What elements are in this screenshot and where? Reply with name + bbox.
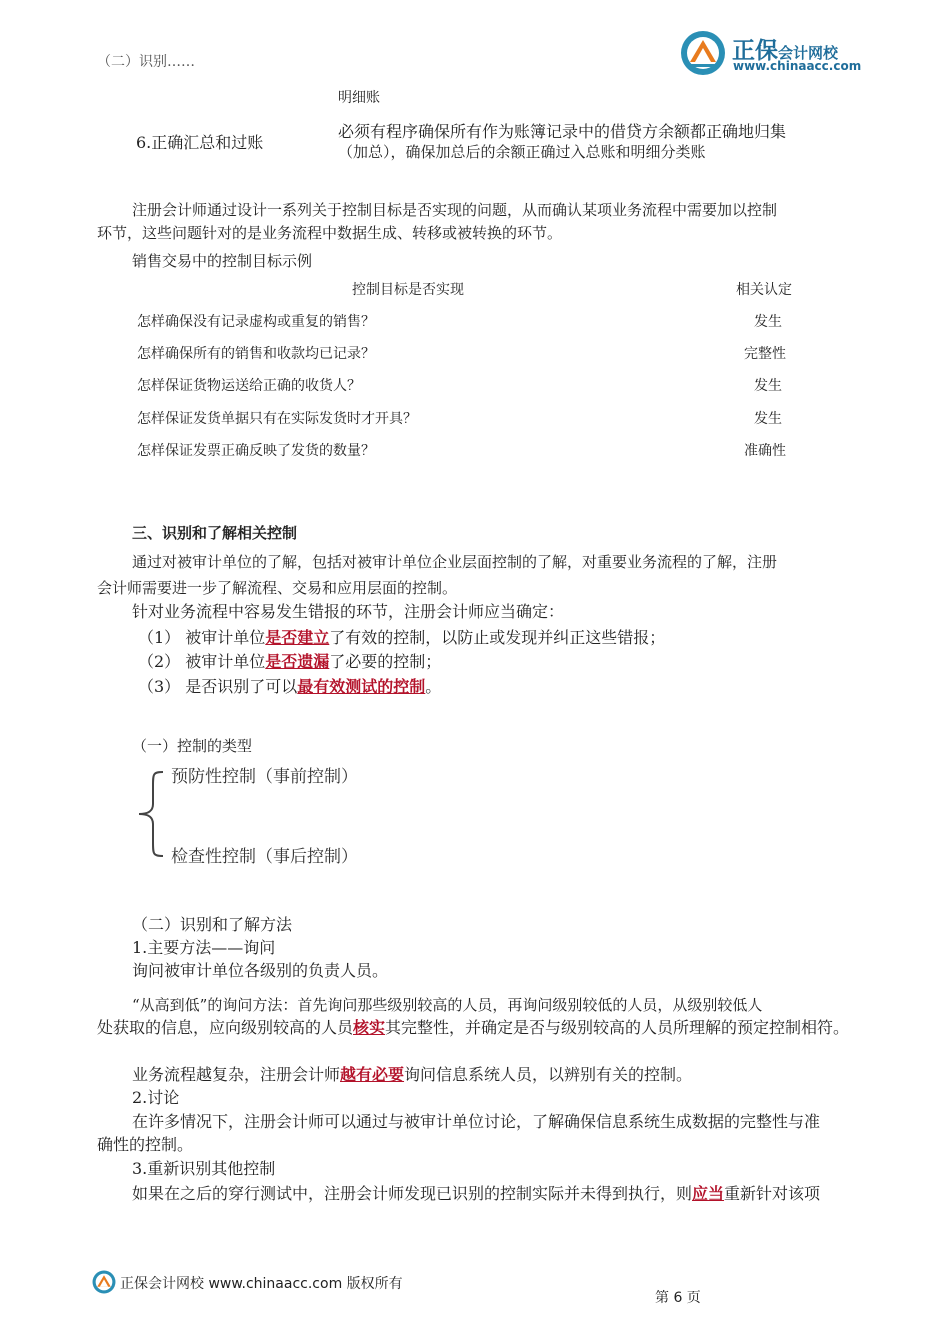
para-line: 如果在之后的穿行测试中，注册会计师发现已识别的控制实际并未得到执行，则应当重新针对该项 (132, 1184, 821, 1203)
subsection-heading: （二）识别和了解方法 (132, 915, 293, 934)
table-cell: 怎样确保所有的销售和收款均已记录？ (137, 346, 375, 362)
table-cell: 完整性 (744, 346, 786, 362)
para-line: 确性的控制。 (97, 1135, 194, 1154)
table-cell: 发生 (754, 378, 782, 394)
table-header: 相关认定 (736, 282, 792, 298)
list-item: （1） 被审计单位是否建立了有效的控制，以防止或发现并纠正这些错报； (138, 628, 666, 647)
method-title: 2.讨论 (132, 1088, 180, 1107)
table-cell: 怎样保证发货单据只有在实际发货时才开具？ (137, 411, 417, 427)
table-cell: 怎样保证货物运送给正确的收货人？ (137, 378, 361, 394)
para-line: 销售交易中的控制目标示例 (132, 252, 313, 270)
table-header: 控制目标是否实现 (352, 282, 464, 298)
logo-title: 正保 (732, 38, 778, 64)
table-cell: 发生 (754, 411, 782, 427)
header-logo (680, 30, 880, 76)
table-cell-prev-tail: 明细账 (338, 90, 380, 106)
para-line: 询问被审计单位各级别的负责人员。 (132, 961, 389, 980)
header-corner-text: （二）识别…… (97, 54, 195, 70)
chinaacc-logo-icon (680, 30, 726, 76)
table-cell: 发生 (754, 314, 782, 330)
logo-subtitle: 会计网校 (778, 44, 839, 62)
emphasis: 核实 (353, 1018, 386, 1037)
chinaacc-logo-icon (92, 1270, 116, 1294)
emphasis: 最有效测试的控制 (297, 677, 426, 696)
page-number: 第 6 页 (655, 1290, 701, 1306)
table-cell: 怎样保证发票正确反映了发货的数量？ (137, 443, 375, 459)
para-line: “从高到低”的询问方法：首先询问那些级别较高的人员，再询问级别较低的人员，从级别较低人 (132, 996, 763, 1014)
logo-url: www.chinaacc.com (733, 59, 862, 73)
table-cell: 怎样确保没有记录虚构或重复的销售？ (137, 314, 375, 330)
table-row-desc-line1: 必须有程序确保所有作为账簿记录中的借贷方余额都正确地归集 (338, 122, 787, 141)
para-line: 通过对被审计单位的了解，包括对被审计单位企业层面控制的了解，对重要业务流程的了解，注册 (132, 553, 778, 571)
para-line: 注册会计师通过设计一系列关于控制目标是否实现的问题，从而确认某项业务流程中需要加以控制 (132, 201, 778, 219)
method-title: 3.重新识别其他控制 (132, 1159, 276, 1178)
para-line: 处获取的信息，应向级别较高的人员核实其完整性，并确定是否与级别较高的人员所理解的预定控制相符。 (97, 1018, 850, 1037)
para-line: 会计师需要进一步了解流程、交易和应用层面的控制。 (97, 579, 458, 597)
list-item: （2） 被审计单位是否遗漏了必要的控制； (138, 652, 442, 671)
emphasis: 应当 (692, 1184, 725, 1203)
emphasis: 是否遗漏 (265, 652, 330, 671)
para-line: 环节，这些问题针对的是业务流程中数据生成、转移或被转换的环节。 (97, 224, 563, 242)
table-cell: 准确性 (744, 443, 786, 459)
footer-copyright: 正保会计网校 www.chinaacc.com 版权所有 (120, 1276, 403, 1292)
brace-icon (133, 768, 169, 860)
emphasis: 越有必要 (340, 1065, 405, 1084)
subsection-heading: （一）控制的类型 (132, 737, 253, 755)
preventive-control-label: 预防性控制（事前控制） (171, 767, 358, 787)
emphasis: 是否建立 (265, 628, 330, 647)
para-line: 在许多情况下，注册会计师可以通过与被审计单位讨论，了解确保信息系统生成数据的完整性与准 (132, 1112, 821, 1131)
section-intro: 针对业务流程中容易发生错报的环节，注册会计师应当确定： (132, 602, 565, 621)
table-row-label: 6.正确汇总和过账 (136, 133, 264, 152)
section-heading: 三、识别和了解相关控制 (132, 524, 298, 542)
list-item: （3） 是否识别了可以最有效测试的控制。 (138, 677, 442, 696)
para-line: 业务流程越复杂，注册会计师越有必要询问信息系统人员，以辨别有关的控制。 (132, 1065, 693, 1084)
detective-control-label: 检查性控制（事后控制） (171, 847, 358, 867)
method-title: 1.主要方法——询问 (132, 938, 276, 957)
table-row-desc-line2: （加总），确保加总后的余额正确过入总账和明细分类账 (338, 143, 706, 161)
